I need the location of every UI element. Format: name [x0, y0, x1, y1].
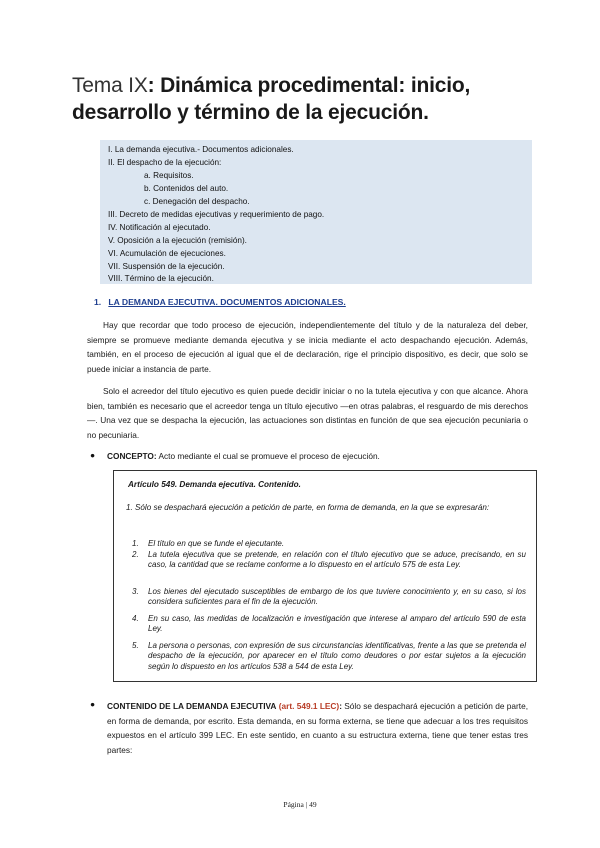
toc-item: VIII. Término de la ejecución.: [108, 274, 214, 283]
contenido-paragraph: [107, 699, 528, 757]
paragraph: [87, 318, 528, 376]
table-of-contents: [100, 140, 532, 284]
article-item-number: 1.: [132, 539, 139, 548]
article-item-number: 5.: [132, 641, 139, 650]
concept-line: [107, 451, 380, 461]
bullet-icon: ●: [90, 450, 96, 460]
section-number: 1.: [94, 297, 102, 307]
page-footer: Página | 49: [283, 800, 317, 809]
title-prefix: Tema IX: [72, 74, 148, 97]
toc-item: III. Decreto de medidas ejecutivas y requerimiento de pago.: [108, 210, 325, 219]
toc-item: a. Requisitos.: [144, 171, 194, 180]
article-item-text: La tutela ejecutiva que se pretende, en relación con el título ejecutivo que se aduce, precisando, en su caso, la cantidad que se reclame conforme a lo dispuesto en el artículo 575 de esta Ley.: [148, 550, 526, 570]
paragraph-text: Hay que recordar que todo proceso de ejecución, independientemente del título y de la naturaleza del deber, siempre se promueve mediante demanda ejecutiva y se inicia mediante el acto despachando ejecución. Además, también, en el proceso de ejecución al igual que el de declaración, rige el principio dispositivo, es decir, que solo se puede iniciar a instancia de parte.: [87, 320, 528, 374]
article-heading: Artículo 549. Demanda ejecutiva. Contenido.: [128, 480, 301, 489]
concept-text: Acto mediante el cual se promueve el proceso de ejecución.: [156, 451, 380, 461]
toc-item: VI. Acumulación de ejecuciones.: [108, 249, 226, 258]
contenido-text: Sólo se despachará ejecución a petición de parte, en forma de demanda, por escrito. Esta demanda, en su forma externa, se tiene que adecuar a los tres requisitos expuestos en el artículo 399 LEC. En este sentido, en cuanto a su estructura externa, tiene que tener estas tres partes:: [107, 701, 528, 755]
contenido-reference: (art. 549.1 LEC): [278, 701, 340, 711]
article-item-text: El título en que se funde el ejecutante.: [148, 539, 285, 548]
article-item-text: En su caso, las medidas de localización e investigación que interese al amparo del artículo 590 de esta Ley.: [148, 614, 526, 634]
toc-item: IV. Notificación al ejecutado.: [108, 223, 211, 232]
article-item-number: 4.: [132, 614, 139, 623]
bullet-icon: ●: [90, 699, 96, 709]
concept-label: CONCEPTO:: [107, 451, 157, 461]
contenido-colon: :: [339, 701, 342, 711]
paragraph-text: Solo el acreedor del título ejecutivo es quien puede decidir iniciar o no la tutela ejecutiva y con que alcance. Ahora bien, también es necesario que el acreedor tenga un título ejecutivo —en otras palabras, el resguardo de mis derechos—. Una vez que se despacha la ejecución, las actuaciones son distintas en función de que sea ejecución pecuniaria o no pecuniaria.: [87, 386, 528, 440]
page-title: [72, 72, 542, 126]
article-item-text: La persona o personas, con expresión de sus circunstancias identificativas, frente a las que se pretenda el despacho de la ejecución, por aparecer en el título como deudores o por estar sujetos a la ejecución según lo dispuesto en los artículos 538 a 544 de esta Ley.: [148, 641, 526, 671]
section-title: LA DEMANDA EJECUTIVA. DOCUMENTOS ADICIONALES.: [108, 297, 346, 307]
section-heading: [94, 297, 346, 307]
toc-item: V. Oposición a la ejecución (remisión).: [108, 236, 247, 245]
article-item-text: Los bienes del ejecutado susceptibles de embargo de los que tuviere conocimiento y, en su caso, si los considera suficientes para el fin de la ejecución.: [148, 587, 526, 607]
toc-item: VII. Suspensión de la ejecución.: [108, 262, 225, 271]
title-main: : Dinámica procedimental: inicio, desarrollo y término de la ejecución.: [72, 74, 471, 124]
toc-item: c. Denegación del despacho.: [144, 197, 250, 206]
article-intro: 1. Sólo se despachará ejecución a petición de parte, en forma de demanda, en la que se expresarán:: [126, 503, 490, 512]
toc-item: II. El despacho de la ejecución:: [108, 158, 222, 167]
article-item-number: 3.: [132, 587, 139, 596]
toc-item: b. Contenidos del auto.: [144, 184, 229, 193]
article-box: [113, 470, 537, 682]
article-item-number: 2.: [132, 550, 139, 559]
toc-item: I. La demanda ejecutiva.- Documentos adicionales.: [108, 145, 294, 154]
contenido-label: CONTENIDO DE LA DEMANDA EJECUTIVA: [107, 701, 277, 711]
paragraph: [87, 384, 528, 442]
